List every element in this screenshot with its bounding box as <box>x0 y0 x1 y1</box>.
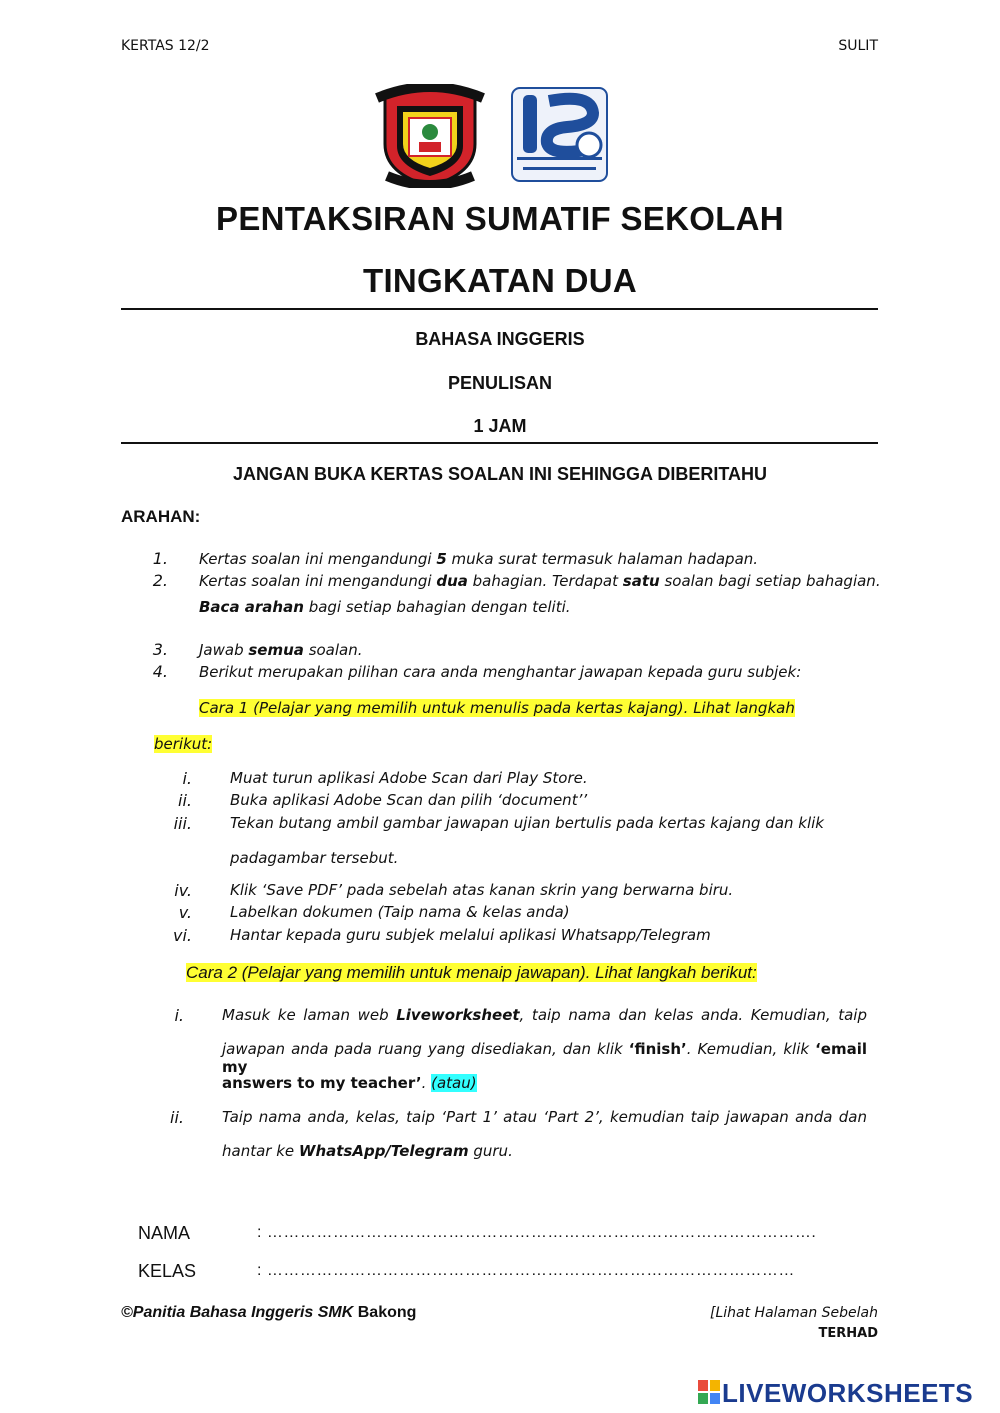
method-1-step: Buka aplikasi Adobe Scan dan pilih ‘document’’ <box>230 791 588 809</box>
method-1-heading: Cara 1 (Pelajar yang memilih untuk menulis pada kertas kajang). Lihat langkah <box>199 699 795 717</box>
step-number: iv. <box>174 881 192 900</box>
instruction-1: Kertas soalan ini mengandungi 5 muka surat termasuk halaman hadapan. <box>199 550 759 568</box>
warning-text: JANGAN BUKA KERTAS SOALAN INI SEHINGGA DIBERITAHU <box>232 464 767 484</box>
method-2-step-2-line1: Taip nama anda, kelas, taip ‘Part 1’ atau ‘Part 2’, kemudian taip jawapan anda dan <box>222 1108 867 1126</box>
transformation-badge-logo <box>511 87 608 182</box>
copyright: ©Panitia Bahasa Inggeris SMK Bakong <box>121 1304 417 1321</box>
method-1-heading-line2: berikut: <box>154 735 213 753</box>
step-number: ii. <box>178 791 192 810</box>
header-left: KERTAS 12/2 <box>121 38 210 54</box>
duration: 1 JAM <box>473 416 527 436</box>
method-1-step-line2: padagambar tersebut. <box>230 849 399 867</box>
instruction-number: 4. <box>152 662 168 681</box>
instruction-number: 3. <box>152 640 168 659</box>
paper-name: PENULISAN <box>447 373 552 393</box>
school-crest-logo <box>375 84 485 188</box>
main-title-line1: PENTAKSIRAN SUMATIF SEKOLAH <box>216 200 784 237</box>
step-number: iii. <box>173 814 192 833</box>
class-label: KELAS <box>138 1261 197 1281</box>
header-right: SULIT <box>838 38 878 54</box>
method-1-step: Klik ‘Save PDF’ pada sebelah atas kanan skrin yang berwarna biru. <box>230 881 734 899</box>
method-1-step: Labelkan dokumen (Taip nama & kelas anda) <box>230 903 570 921</box>
instruction-4: Berikut merupakan pilihan cara anda menghantar jawapan kepada guru subjek: <box>199 663 802 681</box>
instruction-number: 1. <box>152 549 168 568</box>
method-2-step-2-line2: hantar ke WhatsApp/Telegram guru. <box>222 1142 513 1160</box>
method-1-step: Tekan butang ambil gambar jawapan ujian bertulis pada kertas kajang dan klik <box>230 814 824 832</box>
step-number: v. <box>178 903 192 922</box>
instruction-3: Jawab semua soalan. <box>199 641 363 659</box>
main-title-line2: TINGKATAN DUA <box>363 262 637 299</box>
method-2-step-1-line3: answers to my teacher’. (atau) <box>222 1074 477 1092</box>
liveworksheets-watermark: LIVEWORKSHEETS <box>698 1378 994 1408</box>
step-number: i. <box>182 769 192 788</box>
step-number: i. <box>174 1006 184 1025</box>
name-field[interactable]: : ………………………………………………………………………………………. <box>257 1224 817 1241</box>
instruction-2: Kertas soalan ini mengandungi dua bahagian. Terdapat satu soalan bagi setiap bahagian. <box>199 572 881 590</box>
step-number: ii. <box>170 1108 184 1127</box>
method-1-step: Hantar kepada guru subjek melalui aplikasi Whatsapp/Telegram <box>230 926 711 944</box>
liveworksheets-logo-icon <box>698 1380 720 1404</box>
classification: TERHAD <box>818 1326 878 1341</box>
next-page-note: [Lihat Halaman Sebelah <box>710 1305 878 1321</box>
divider-top <box>121 308 878 310</box>
step-number: vi. <box>173 926 192 945</box>
instruction-number: 2. <box>152 571 168 590</box>
method-2-heading: Cara 2 (Pelajar yang memilih untuk menaip jawapan). Lihat langkah berikut: <box>186 963 757 982</box>
divider-bottom <box>121 442 878 444</box>
instruction-2-line2: Baca arahan bagi setiap bahagian dengan teliti. <box>199 598 571 616</box>
class-field[interactable]: : …………………………………………………………………………………… <box>257 1262 795 1279</box>
method-1-step: Muat turun aplikasi Adobe Scan dari Play Store. <box>230 769 588 787</box>
name-label: NAMA <box>138 1223 191 1243</box>
method-2-step-1-line1: Masuk ke laman web Liveworksheet, taip nama dan kelas anda. Kemudian, taip <box>222 1006 867 1024</box>
method-2-step-1-line2: jawapan anda pada ruang yang disediakan, dan klik ‘finish’. Kemudian, klik ‘email my <box>222 1040 867 1076</box>
instructions-heading: ARAHAN: <box>121 507 201 526</box>
subject-name: BAHASA INGGERIS <box>415 329 585 349</box>
